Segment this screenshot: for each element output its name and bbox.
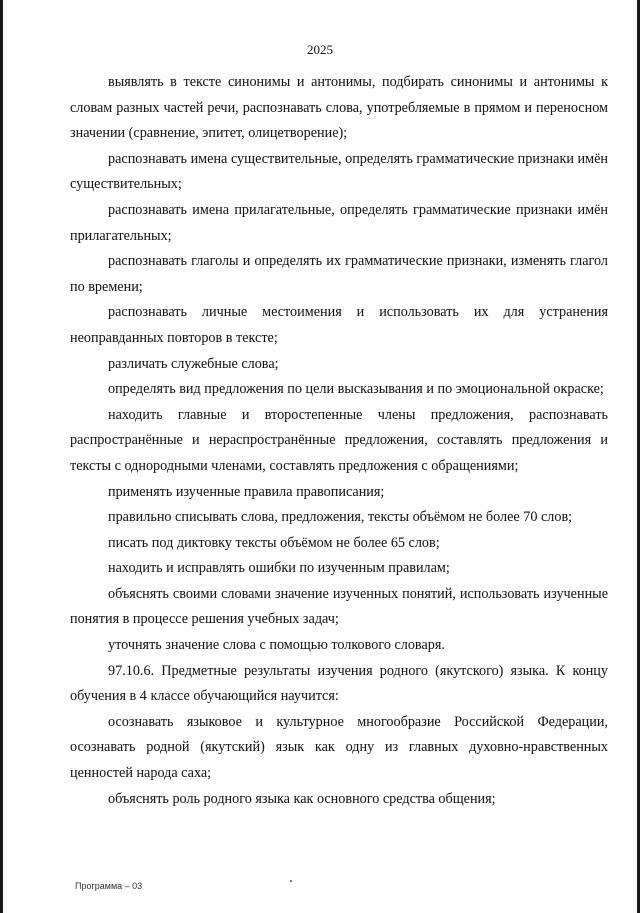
document-body: [70, 70, 608, 812]
paragraph: определять вид предложения по цели высказывания и по эмоциональной окраске;: [108, 381, 604, 398]
paragraph: объяснять своими словами значение изученных понятий, использовать изученные понятия в процессе решения учебных задач;: [70, 585, 608, 628]
paragraph: осознавать языковое и культурное многообразие Российской Федерации, осознавать родной (якутский) язык как одну из главных духовно-нравственных ценностей народа саха;: [70, 713, 608, 782]
paragraph: распознавать глаголы и определять их грамматические признаки, изменять глагол по времени;: [70, 253, 608, 295]
section-paragraph: 97.10.6. Предметные результаты изучения родного (якутского) языка. К концу обучения в 4 классе обучающийся научится:: [70, 662, 608, 705]
paragraph: находить и исправлять ошибки по изученным правилам;: [108, 560, 450, 577]
paragraph: распознавать имена существительные, определять грамматические признаки имён существительных;: [70, 150, 608, 193]
scan-speck: [290, 880, 292, 882]
paragraph: писать под диктовку тексты объёмом не более 65 слов;: [108, 534, 440, 551]
paragraph: правильно списывать слова, предложения, тексты объёмом не более 70 слов;: [108, 509, 573, 526]
paragraph: различать служебные слова;: [108, 355, 279, 372]
paragraph: распознавать личные местоимения и использовать их для устранения неоправданных повторов в тексте;: [70, 304, 608, 346]
paragraph: применять изученные правила правописания;: [108, 483, 385, 500]
footer-label: Программа – 03: [75, 881, 143, 891]
paragraph: распознавать имена прилагательные, определять грамматические признаки имён прилагательных;: [70, 201, 608, 244]
paragraph: находить главные и второстепенные члены предложения, распознавать распространённые и нераспространённые предложения, составлять предложения и тексты с однородными членами, составлять предложения с обращениями;: [70, 406, 608, 474]
paragraph: объяснять роль родного языка как основного средства общения;: [108, 790, 496, 807]
page-number: 2025: [307, 42, 333, 57]
paragraph: уточнять значение слова с помощью толкового словаря.: [108, 637, 445, 654]
paragraph: выявлять в тексте синонимы и антонимы, подбирать синонимы и антонимы к словам разных частей речи, распознавать слова, употребляемые в прямом и переносном значении (сравнение, эпитет, олицетворение);: [70, 74, 608, 142]
